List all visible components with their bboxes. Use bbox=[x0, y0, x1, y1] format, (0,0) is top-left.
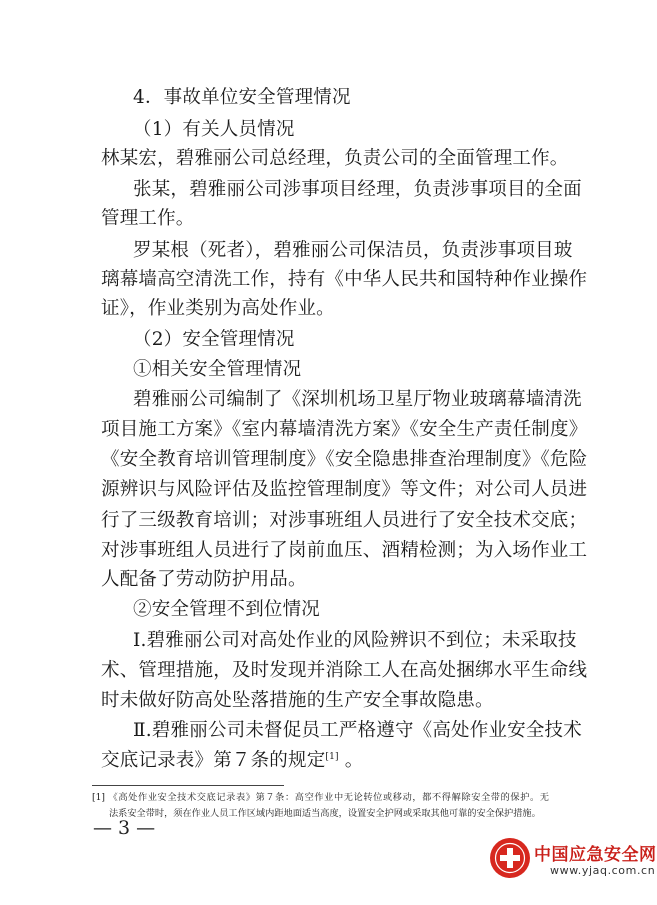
paragraph-line: 源辨识与风险评估及监控管理制度》等文件；对公司人员进 bbox=[101, 479, 588, 500]
paragraph-line: 时未做好防高处坠落措施的生产安全事故隐患。 bbox=[101, 690, 494, 711]
paragraph-line: 术、管理措施，及时发现并消除工人在高处捆绑水平生命线 bbox=[101, 660, 588, 681]
paragraph-line: 项目施工方案》《室内幕墙清洗方案》《安全生产责任制度》 bbox=[101, 419, 588, 440]
footnote-line: 法系安全带时，须在作业人员工作区域内距地面适当高度，设置安全护网或采取其他可靠的安全保护措施。 bbox=[109, 808, 541, 819]
paragraph-line: 碧雅丽公司编制了《深圳机场卫星厅物业玻璃幕墙清洗 bbox=[133, 389, 582, 410]
paragraph-line: 证》，作业类别为高处作业。 bbox=[101, 298, 335, 319]
paragraph-line-last bbox=[101, 749, 363, 773]
sentence-end: 。 bbox=[344, 750, 364, 771]
paragraph-text: 交底记录表》第７条的规定 bbox=[101, 750, 326, 771]
watermark-site-name: 中国应急安全网 bbox=[534, 845, 657, 865]
paragraph-line: 对涉事班组人员进行了岗前血压、酒精检测；为入场作业工 bbox=[101, 540, 588, 561]
footnote-separator bbox=[92, 785, 284, 786]
paragraph-line: 人配备了劳动防护用品。 bbox=[101, 569, 307, 590]
paragraph-line: 管理工作。 bbox=[101, 208, 195, 229]
watermark-url: www.yjaq.com.cn bbox=[550, 864, 656, 877]
paragraph-line: Ⅰ.碧雅丽公司对高处作业的风险辨识不到位；未采取技 bbox=[133, 630, 577, 651]
shield-cross-icon bbox=[490, 838, 530, 878]
subsection-heading-safety: （2）安全管理情况 bbox=[133, 329, 295, 350]
watermark-logo bbox=[490, 836, 657, 892]
paragraph-line: 行了三级教育培训；对涉事班组人员进行了安全技术交底； bbox=[101, 510, 588, 531]
paragraph-line: 《安全教育培训管理制度》《安全隐患排查治理制度》《危险 bbox=[101, 449, 588, 470]
paragraph-line: 璃幕墙高空清洗工作，持有《中华人民共和国特种作业操作 bbox=[101, 269, 588, 290]
page-number: — 3 — bbox=[93, 817, 156, 839]
subsection-heading-personnel: （1）有关人员情况 bbox=[133, 119, 295, 140]
paragraph-line: 张某，碧雅丽公司涉事项目经理，负责涉事项目的全面 bbox=[133, 179, 582, 200]
paragraph-line: 罗某根（死者），碧雅丽公司保洁员，负责涉事项目玻 bbox=[133, 240, 573, 261]
footnote-reference[interactable]: [1] bbox=[325, 751, 339, 762]
footnote-line: [1] 《高处作业安全技术交底记录表》第７条：高空作业中无论转位或移动，都不得解除安全带的保护。无 bbox=[92, 792, 549, 803]
paragraph-line: 林某宏，碧雅丽公司总经理，负责公司的全面管理工作。 bbox=[101, 148, 569, 169]
paragraph-line: Ⅱ.碧雅丽公司未督促员工严格遵守《高处作业安全技术 bbox=[133, 720, 582, 741]
section-heading: 4．事故单位安全管理情况 bbox=[133, 87, 351, 108]
item-heading-1: ①相关安全管理情况 bbox=[133, 359, 302, 380]
item-heading-2: ②安全管理不到位情况 bbox=[133, 599, 321, 620]
